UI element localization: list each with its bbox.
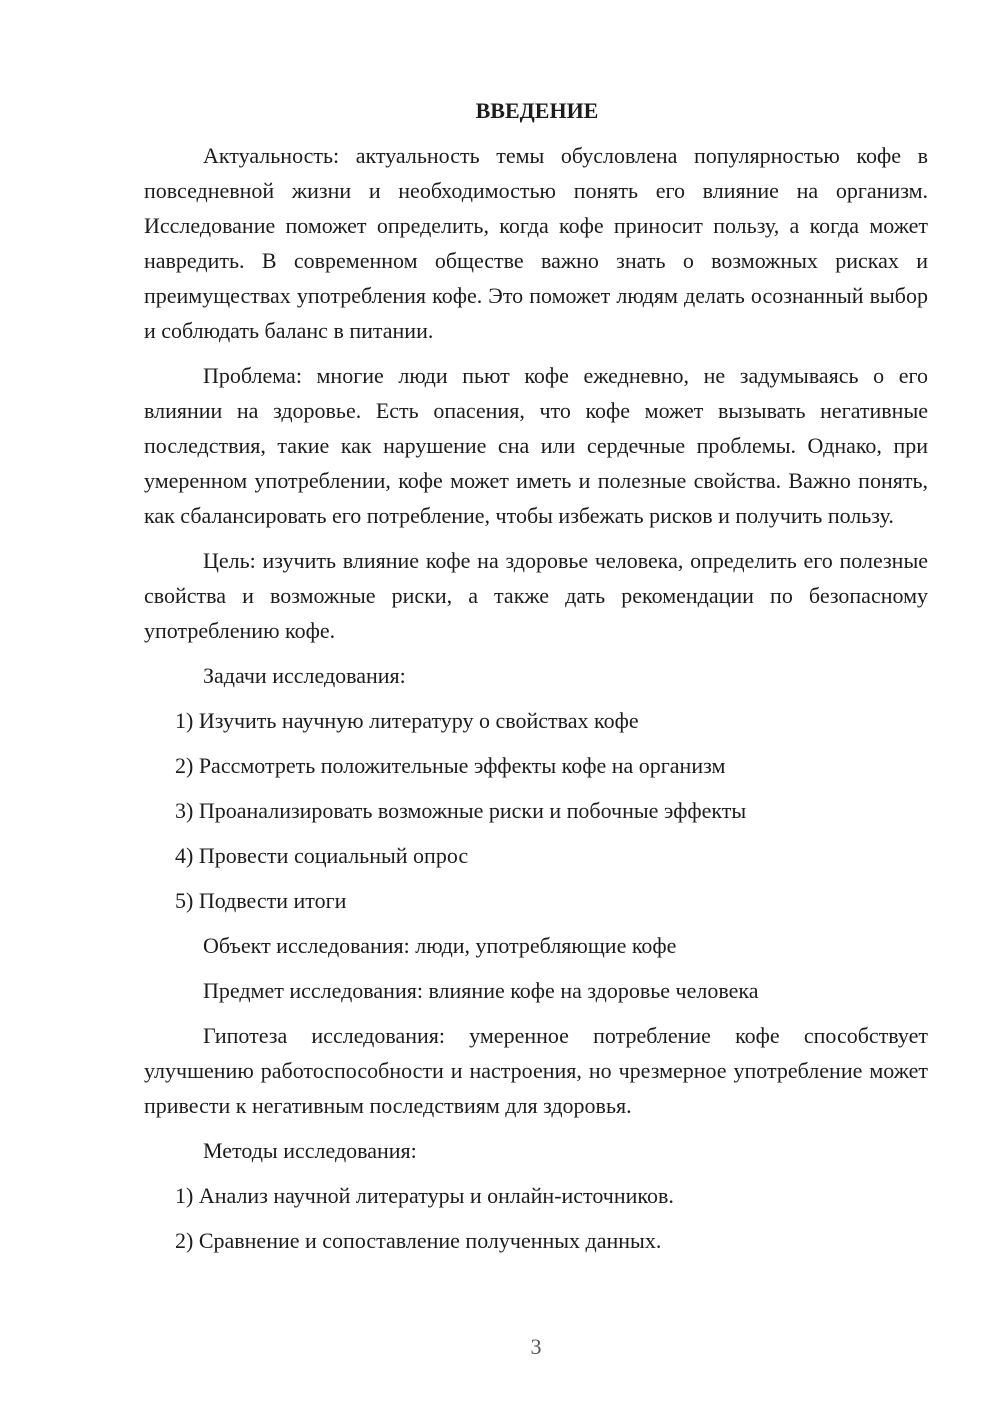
task-item: 1) Изучить научную литературу о свойствах кофе (175, 708, 639, 733)
method-item: 2) Сравнение и сопоставление полученных данных. (175, 1228, 662, 1253)
task-item: 3) Проанализировать возможные риски и побочные эффекты (175, 798, 747, 823)
task-item: 4) Провести социальный опрос (175, 843, 469, 868)
object-line: Объект исследования: люди, употребляющие кофе (203, 933, 677, 958)
tasks-list (144, 703, 928, 918)
hypothesis-paragraph: Гипотеза исследования: умеренное потребление кофе способствует улучшению работоспособности и настроения, но чрезмерное употребление может привести к негативным последствиям для здоровья. (144, 1023, 928, 1118)
task-item: 2) Рассмотреть положительные эффекты кофе на организм (175, 753, 726, 778)
tasks-heading: Задачи исследования: (203, 663, 406, 688)
relevance-paragraph: Актуальность: актуальность темы обусловлена популярностью кофе в повседневной жизни и необходимостью понять его влияние на организм. Исследование поможет определить, когда кофе приносит пользу, а когда может навредить. В современном обществе важно знать о возможных рисках и преимуществах употребления кофе. Это поможет людям делать осознанный выбор и соблюдать баланс в питании. (144, 143, 928, 343)
page-number: 3 (530, 1334, 542, 1359)
problem-paragraph: Проблема: многие люди пьют кофе ежедневно, не задумываясь о его влиянии на здоровье. Есть опасения, что кофе может вызывать негативные последствия, такие как нарушение сна или сердечные проблемы. Однако, при умеренном употреблении, кофе может иметь и полезные свойства. Важно понять, как сбалансировать его потребление, чтобы избежать рисков и получить пользу. (144, 363, 928, 528)
section-title: ВВЕДЕНИЕ (475, 98, 599, 123)
subject-line: Предмет исследования: влияние кофе на здоровье человека (203, 978, 759, 1003)
goal-paragraph: Цель: изучить влияние кофе на здоровье человека, определить его полезные свойства и возможные риски, а также дать рекомендации по безопасному употреблению кофе. (144, 548, 928, 643)
methods-list (144, 1178, 928, 1258)
methods-heading: Методы исследования: (203, 1138, 417, 1163)
method-item: 1) Анализ научной литературы и онлайн-источников. (175, 1183, 674, 1208)
task-item: 5) Подвести итоги (175, 888, 347, 913)
document-page (144, 96, 928, 1268)
